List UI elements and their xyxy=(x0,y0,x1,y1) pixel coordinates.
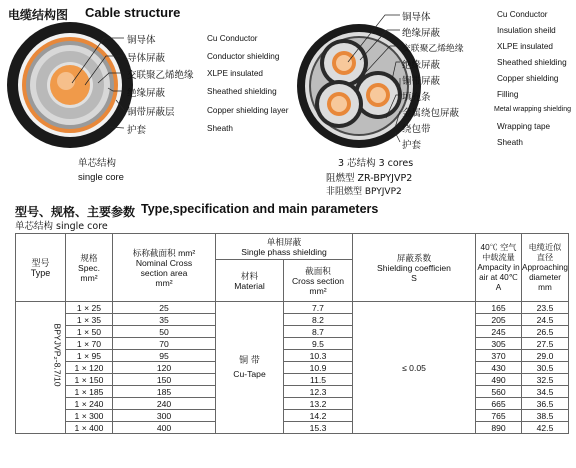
spec-cell: 1 × 185 xyxy=(66,386,113,398)
sc-caption-en: single core xyxy=(78,172,124,183)
material-en: Cu-Tape xyxy=(233,369,266,379)
tc-label-en-8: Sheath xyxy=(497,138,523,147)
section-title-cn: 型号、规格、主要参数 xyxy=(15,205,136,219)
ampacity-cell: 305 xyxy=(476,338,522,350)
diameter-cell: 26.5 xyxy=(522,326,569,338)
structure-heading-en: Cable structure xyxy=(85,5,181,20)
spec-table xyxy=(15,233,569,434)
header-type: 型号 Type xyxy=(16,234,66,302)
sc-label-cn-1: 导体屏蔽 xyxy=(127,53,166,64)
sc-label-en-3: Sheathed shielding xyxy=(207,87,277,96)
nominal-cell: 25 xyxy=(113,302,216,314)
diameter-cell: 24.5 xyxy=(522,314,569,326)
tc-label-cn-0: 铜导体 xyxy=(402,12,431,23)
structure-heading-cn: 电缆结构图 xyxy=(8,8,69,22)
sc-label-en-5: Sheath xyxy=(207,124,233,133)
diameter-cell: 27.5 xyxy=(522,338,569,350)
table-row xyxy=(16,410,569,422)
table-row xyxy=(16,398,569,410)
header-ampacity: 40℃ 空气 中载流量 Ampacity in air at 40℃ A xyxy=(476,234,522,302)
nominal-cell: 400 xyxy=(113,422,216,434)
tc-label-cn-1: 绝缘屏蔽 xyxy=(402,28,441,39)
header-diameter: 电缆近似 直径 Approaching diameter mm xyxy=(522,234,569,302)
cross-cell: 9.5 xyxy=(284,338,353,350)
cable-diagrams xyxy=(0,0,576,200)
spec-cell: 1 × 70 xyxy=(66,338,113,350)
tc-label-cn-2: 交联聚乙烯绝缘 xyxy=(402,44,464,54)
tc-label-cn-7: 绕包带 xyxy=(402,124,431,135)
ampacity-cell: 765 xyxy=(476,410,522,422)
header-spec: 规格 Spec. mm² xyxy=(66,234,113,302)
tc-caption-line2: 阻燃型 ZR-BPYJVP2 xyxy=(326,173,413,184)
table-row xyxy=(16,422,569,434)
tc-label-en-5: Filling xyxy=(497,90,519,99)
spec-cell: 1 × 240 xyxy=(66,398,113,410)
cross-cell: 15.3 xyxy=(284,422,353,434)
spec-cell: 1 × 95 xyxy=(66,350,113,362)
material-cell xyxy=(216,302,284,434)
ampacity-cell: 490 xyxy=(476,374,522,386)
section-title-en: Type,specification and main parameters xyxy=(141,202,379,216)
spec-cell: 1 × 25 xyxy=(66,302,113,314)
nominal-cell: 95 xyxy=(113,350,216,362)
sc-label-cn-0: 铜导体 xyxy=(127,35,156,46)
nominal-cell: 70 xyxy=(113,338,216,350)
material-cn: 铜 带 xyxy=(239,356,260,366)
ampacity-cell: 890 xyxy=(476,422,522,434)
cross-cell: 13.2 xyxy=(284,398,353,410)
diameter-cell: 23.5 xyxy=(522,302,569,314)
nominal-cell: 35 xyxy=(113,314,216,326)
tc-label-cn-6: 金属绕包屏蔽 xyxy=(402,108,460,119)
diameter-cell: 42.5 xyxy=(522,422,569,434)
table-row xyxy=(16,326,569,338)
spec-cell: 1 × 150 xyxy=(66,374,113,386)
sc-label-en-1: Conductor shielding xyxy=(207,52,280,61)
tc-label-en-2: XLPE insulated xyxy=(497,42,553,51)
cross-cell: 12.3 xyxy=(284,386,353,398)
nominal-cell: 300 xyxy=(113,410,216,422)
tc-label-en-7: Wrapping tape xyxy=(497,122,551,131)
ampacity-cell: 370 xyxy=(476,350,522,362)
nominal-cell: 120 xyxy=(113,362,216,374)
table-row xyxy=(16,314,569,326)
coefficient-cell: ≤ 0.05 xyxy=(353,302,476,434)
spec-cell: 1 × 50 xyxy=(66,326,113,338)
cross-cell: 8.2 xyxy=(284,314,353,326)
sc-label-cn-3: 绝缘屏蔽 xyxy=(127,88,166,99)
single-core-diagram xyxy=(7,22,133,148)
section-subtitle: 单芯结构 single core xyxy=(15,221,108,232)
table-row xyxy=(16,374,569,386)
sc-label-cn-4: 铜带屏蔽层 xyxy=(127,107,175,118)
ampacity-cell: 205 xyxy=(476,314,522,326)
tc-label-en-3: Sheathed shielding xyxy=(497,58,567,67)
cross-cell: 10.3 xyxy=(284,350,353,362)
spec-cell: 1 × 35 xyxy=(66,314,113,326)
tc-label-en-1: Insulation sheild xyxy=(497,26,556,35)
cross-cell: 8.7 xyxy=(284,326,353,338)
spec-cell: 1 × 400 xyxy=(66,422,113,434)
tc-label-cn-8: 护套 xyxy=(402,140,422,151)
sc-label-en-0: Cu Conductor xyxy=(207,34,258,43)
sc-label-en-4: Copper shielding layer xyxy=(207,106,289,115)
tc-label-en-0: Cu Conductor xyxy=(497,10,548,19)
sc-caption-cn: 单芯结构 xyxy=(78,158,117,169)
spec-table-body xyxy=(16,302,569,434)
nominal-cell: 150 xyxy=(113,374,216,386)
type-label-plain: BPYJVP₂-8.7/10 xyxy=(52,323,63,387)
sc-label-en-2: XLPE insulated xyxy=(207,69,263,78)
sc-label-cn-5: 护套 xyxy=(127,125,147,136)
nominal-cell: 50 xyxy=(113,326,216,338)
spec-cell: 1 × 120 xyxy=(66,362,113,374)
header-material: 材料 Material xyxy=(216,260,284,302)
table-row xyxy=(16,362,569,374)
header-nominal: 标称截面积 mm² Nominal Cross section area mm² xyxy=(113,234,216,302)
ampacity-cell: 665 xyxy=(476,398,522,410)
ampacity-cell: 430 xyxy=(476,362,522,374)
diameter-cell: 34.5 xyxy=(522,386,569,398)
table-row xyxy=(16,302,569,314)
ampacity-cell: 560 xyxy=(476,386,522,398)
diameter-cell: 36.5 xyxy=(522,398,569,410)
cross-cell: 7.7 xyxy=(284,302,353,314)
nominal-cell: 185 xyxy=(113,386,216,398)
tc-label-cn-5: 填充条 xyxy=(402,92,431,103)
tc-caption-line1: 3 芯结构 3 cores xyxy=(338,158,414,169)
tc-caption-line3: 非阻燃型 BPYJVP2 xyxy=(326,187,402,197)
table-row xyxy=(16,350,569,362)
tc-label-en-4: Copper shielding xyxy=(497,74,559,83)
type-cell xyxy=(16,302,66,434)
ampacity-cell: 165 xyxy=(476,302,522,314)
spec-cell: 1 × 300 xyxy=(66,410,113,422)
diameter-cell: 30.5 xyxy=(522,362,569,374)
diameter-cell: 29.0 xyxy=(522,350,569,362)
header-coefficient: 屏蔽系数 Shielding coefficien S xyxy=(353,234,476,302)
header-cross-section: 截面积 Cross section mm² xyxy=(284,260,353,302)
table-row xyxy=(16,338,569,350)
ampacity-cell: 245 xyxy=(476,326,522,338)
cross-cell: 10.9 xyxy=(284,362,353,374)
tc-label-cn-4: 铜带屏蔽 xyxy=(402,76,441,87)
tc-label-en-6: Metal wrapping shielding xyxy=(494,106,572,113)
sc-label-cn-2: 交联聚乙烯绝缘 xyxy=(127,70,194,81)
diameter-cell: 38.5 xyxy=(522,410,569,422)
diameter-cell: 32.5 xyxy=(522,374,569,386)
cross-cell: 14.2 xyxy=(284,410,353,422)
nominal-cell: 240 xyxy=(113,398,216,410)
tc-label-cn-3: 绝缘屏蔽 xyxy=(402,60,441,71)
cross-cell: 11.5 xyxy=(284,374,353,386)
table-row xyxy=(16,386,569,398)
header-single-phase: 单相屏蔽 Single phass shielding xyxy=(216,234,353,260)
